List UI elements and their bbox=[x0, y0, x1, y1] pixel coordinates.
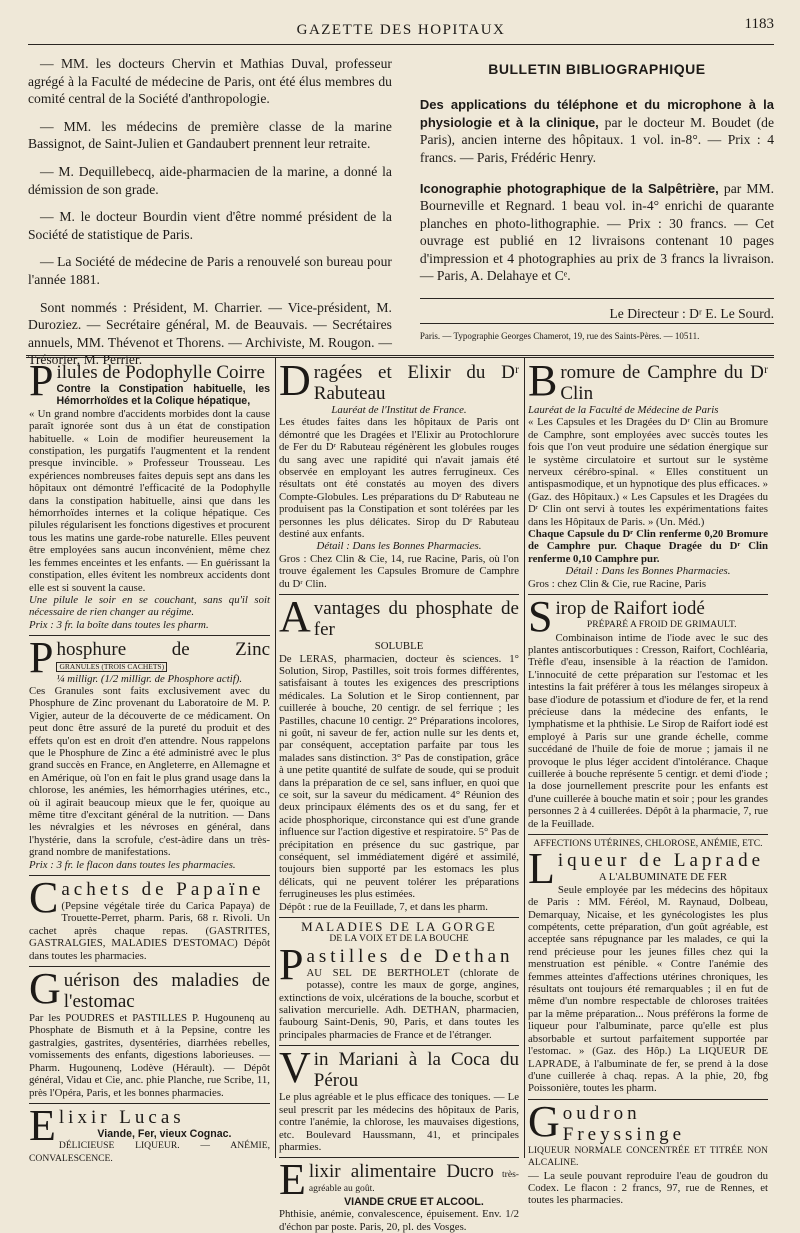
ad-body: Phthisie, anémie, convalescence, épuisement. Env. 1/2 d'échon par poste. Paris, 20, pl. des Vosges. bbox=[279, 1208, 519, 1233]
ad-price: Prix : 3 fr. la boîte dans toutes les pharm. bbox=[29, 618, 209, 631]
ad-body: De LERAS, pharmacien, docteur ès sciences. 1° Solution, Sirop, Pastilles, soit trois formes différentes, satisfaisant à toutes les exigences des prescriptions médicales. La Solution et le Sirop contiennent, par cuillerée à bouche, 20 centigr. de sel ferrique ; les Pastilles, chacune 10 centigr. 2° Préparations incolores, ni goût, ni saveur de fer, action nulle sur les dents et, par conséquent, acceptation parfaite par tous les malades sans distinction. 3° Pas de constipation, grâce à une petite quantité de sulfate de soude, qui se produit dans la préparation de ce sel, sans influer, en quoi que ce soit, sur la saveur du médicament. 4° Réunion des deux principaux éléments des os et du sang, fer et acide phosphorique, circonstance qui est d'une grande influence sur l'action digestive et respiratoire. 5° Pas de précipitation en présence du suc gastrique, par conséquent, sel immédiatement digéré et assimilé, toujours bien supporté par les estomacs les plus délicats, qui ne peuvent tolérer les préparations ferrugineuses les plus estimées. bbox=[279, 652, 519, 901]
ad-subtitle: Contre la Constipation habituelle, les Hémorrhoïdes et la Colique hépatique, bbox=[56, 383, 270, 408]
drop-cap: P bbox=[29, 633, 54, 683]
ad-papaine bbox=[29, 873, 270, 962]
ad-subtitle: Lauréat de la Faculté de Médecine de Paris bbox=[528, 404, 719, 416]
news-item: — MM. les docteurs Chervin et Mathias Duval, professeur agrégé à la Faculté de médecine de Paris, ont été élus membres du comité central de la Société d'anthropologie. bbox=[28, 56, 392, 107]
ad-phosphate-fer bbox=[279, 592, 519, 913]
bulletin-entry bbox=[420, 96, 774, 166]
ad-body: — La seule pouvant reproduire l'eau de goudron du Codex. Le flacon : 2 francs, 97, rue de Rennes, et toutes les pharmacies. bbox=[528, 1169, 768, 1207]
drop-cap: A bbox=[279, 592, 311, 642]
ad-title: oudron Freyssinge bbox=[562, 1102, 686, 1145]
ad-detail: Détail : Dans les Bonnes Pharmacies. bbox=[316, 540, 482, 553]
director-name: Le Directeur : Dʳ E. Le Sourd. bbox=[609, 306, 774, 322]
ad-depot: Dépôt : rue de la Feuillade, 7, et dans les pharm. bbox=[279, 900, 488, 913]
news-item: Sont nommés : Président, M. Charrier. — Vice-président, M. Duroziez. — Secrétaire général, M. de Beauvais. — Secrétaires annuels, MM. Thévenot et Thorens. — Archiviste, M. Rougon. — Trésorier, M. Perrier. bbox=[28, 299, 392, 368]
ad-dose: ¼ milligr. (1/2 milligr. de Phosphore actif). bbox=[56, 672, 243, 685]
ad-chaque: Chaque Capsule du Dʳ Clin renferme 0,20 Bromure de Camphre pur. Chaque Dragée du Dʳ Clin renferme 0,10 Camphre pur. bbox=[528, 528, 768, 565]
entry-text: par le docteur M. Boudet (de Paris), ancien interne des hôpitaux. 1 vol. in-8°. — Prix : 4 francs. — Paris, Frédéric Henry. bbox=[419, 114, 774, 165]
drop-cap: D bbox=[279, 356, 311, 405]
ad-title: irop de Raifort iodé bbox=[555, 598, 705, 620]
drop-cap: B bbox=[528, 356, 558, 405]
ad-title: lixir alimentaire Ducro bbox=[308, 1161, 494, 1183]
ad-title: ilules de Podophylle Coirre bbox=[56, 362, 265, 383]
news-item: — La Société de médecine de Paris a renouvelé son bureau pour l'année 1881. bbox=[28, 254, 392, 287]
running-header bbox=[28, 16, 774, 45]
ad-title: iqueur de Laprade bbox=[557, 850, 765, 872]
divider bbox=[528, 594, 768, 595]
ad-zinc bbox=[29, 633, 270, 871]
ad-title: in Mariani à la Coca du Pérou bbox=[313, 1049, 519, 1092]
ad-title: hosphure de Zinc bbox=[56, 639, 270, 661]
ad-podophylle bbox=[29, 356, 270, 631]
divider bbox=[279, 1157, 519, 1158]
ad-subtitle: Lauréat de l'Institut de France. bbox=[331, 404, 467, 416]
ad-heading: AFFECTIONS UTÉRINES, CHLOROSE, ANÉMIE, ETC. bbox=[533, 838, 763, 849]
ad-detail: Détail : Dans les Bonnes Pharmacies. bbox=[565, 565, 731, 578]
divider bbox=[528, 1099, 768, 1100]
news-item: — MM. les médecins de première classe de la marine Bassignot, de Saint-Julien et Gandaubert prennent leur retraite. bbox=[28, 118, 392, 152]
ad-title: romure de Camphre du Dʳ Clin bbox=[560, 362, 768, 404]
entry-text: par MM. Bourneville et Regnard. 1 beau vol. in-4° enrichi de quarante planches en photo-lithographie. — Prix : 30 francs. — Cet ouvrage est publié en 12 livraisons contenant 10 pages d'impression et 4 photographies au prix de 3 francs la livraison. — Paris, A. Delahaye et Cᵉ. bbox=[419, 181, 774, 284]
ad-body: (Pepsine végétale tirée du Carica Papaya) de Trouette-Perret, pharm. Paris, 68 r. Rivoli. Un cachet après chaque repas. (GASTRITES, GASTRALGIES, MALADIES D'ESTOMAC) Dépôt dans toutes les pharmacies. bbox=[29, 900, 270, 962]
ad-body: Seule employée par les médecins des hôpitaux de Paris : MM. Féréol, M. Raynaud, Dolbeau, Demarquay, Nicaise, et les gynécologistes les plus compétents, cette préparation, d'un goût agréable, est acceptée sans répugnance par les malades, ce qui la rend précieuse pour les jeunes filles chez qui la menstruation est pénible. « Contre l'anémie des femmes atteintes d'affections utérines chroniques, les résultats ont toujours été remarquables ; il en fut de même d'un nombre respectable de chloroses traitées par la même préparation... Nous préférons la forme de liqueur pour l'albuminate, parce qu'elle est plus absorbable et surtout parfaitement supportée par l'estomac. » (Gaz. des Hôp.) La LIQUEUR DE LAPRADE, à l'albuminate de fer, se prend à la dose d'une cuillerée à chaq. repas. A la phie, 20, fbg Poissonière, toutes les pharm. bbox=[528, 883, 768, 1095]
journal-title: GAZETTE DES HOPITAUX bbox=[296, 22, 506, 38]
page-number: 1183 bbox=[744, 16, 774, 32]
divider bbox=[29, 1103, 270, 1104]
ad-body: « Un grand nombre d'accidents morbides dont la cause paraît ignorée sont dus à un état de constipation habituelle. « Loin de modifier heureusement la constipation, les purgatifs l'augmentent et la rendent presque invincible. » Professeur Trousseau. Les expériences nombreuses faites depuis sept ans dans les hôpitaux ont démontré l'efficacité de la Podophylle dans la constipation habituelle, ainsi que dans les hémorrhoïdes internes et la colique hépatique. Ces pilules régularisent les fonctions digestives et procurent tous les matins une garde-robe naturelle. Elles peuvent être employées sans aucun inconvénient, même chez les femmes enceintes et les enfants. — En guérissant la constipation, elles évitent les nombreux accidents dont elle est si souvent la cause. bbox=[29, 407, 270, 594]
bulletin-entry bbox=[420, 180, 774, 284]
ad-column-middle bbox=[275, 356, 524, 1233]
ad-raifort bbox=[528, 592, 768, 830]
entry-title: Iconographie photographique de la Salpêtrière, bbox=[419, 181, 719, 197]
ad-body: DÉLICIEUSE LIQUEUR. — ANÉMIE, CONVALESCENCE. bbox=[29, 1140, 270, 1164]
ad-gros: Gros : chez Clin & Cie, rue Racine, Paris bbox=[528, 577, 707, 590]
drop-cap: E bbox=[29, 1100, 56, 1150]
printer-line: Paris. — Typographie Georges Chamerot, 19, rue des Saints-Pères. — 10511. bbox=[419, 331, 700, 342]
advertisements bbox=[26, 355, 774, 1233]
ad-estomac bbox=[29, 964, 270, 1099]
ad-title: astilles de Dethan bbox=[306, 945, 514, 967]
divider bbox=[528, 834, 768, 835]
section-heading: MALADIES DE LA GORGE bbox=[301, 919, 497, 935]
ad-mariani bbox=[279, 1043, 519, 1153]
ad-column-left bbox=[26, 356, 275, 1164]
divider bbox=[29, 635, 270, 636]
ad-title: ragées et Elixir du Dʳ Rabuteau bbox=[313, 362, 519, 404]
divider bbox=[279, 917, 519, 918]
drop-cap: V bbox=[279, 1043, 311, 1093]
drop-cap: L bbox=[528, 844, 555, 894]
ad-title: vantages du phosphate de fer bbox=[313, 598, 519, 641]
ad-side-note: très-agréable au goût. bbox=[308, 1169, 519, 1195]
ad-subtitle: SOLUBLE bbox=[374, 640, 424, 653]
ad-subtitle: A L'ALBUMINATE DE FER bbox=[598, 871, 728, 884]
entry-title: Des applications du téléphone et du microphone à la physiologie et à la clinique, bbox=[419, 97, 774, 130]
ad-subtitle: Viande, Fer, vieux Cognac. bbox=[97, 1127, 232, 1140]
ad-body: Le plus agréable et le plus efficace des toniques. — Le seul prescrit par les médecins des hôpitaux de Paris, contre l'anémie, la chlorose, les mauvaises digestions, etc. Boulevard Haussmann, 41, et principales pharmies. bbox=[279, 1091, 519, 1153]
ad-note: Une pilule le soir en se couchant, sans qu'il soit nécessaire de rien changer au régime. bbox=[29, 593, 270, 619]
ad-body: Par les POUDRES et PASTILLES P. Hugounenq au Phosphate de Bismuth et à la Pepsine, contre les gastralgies, gastrites, dysentéries, diarrhées rebelles, vomissements des enfants, digestions laborieuses. — Pharm. Hugounenq, Lodève (Hérault). — Dépôt général, Vidau et Cie, anc. phie Planche, rue Scribe, 11, près l'Opéra, Paris, et les bonnes pharmacies. bbox=[29, 1012, 270, 1099]
drop-cap: S bbox=[528, 592, 553, 642]
bulletin-bibliographique bbox=[420, 55, 774, 379]
ad-column-right bbox=[524, 356, 773, 1207]
divider bbox=[279, 594, 519, 595]
drop-cap: G bbox=[528, 1096, 560, 1146]
divider bbox=[29, 875, 270, 876]
ad-subtitle: VIANDE CRUE ET ALCOOL. bbox=[344, 1195, 484, 1208]
ad-gros: Gros : Chez Clin & Cie, 14, rue Racine, Paris, où l'on trouve également les Capsules Bromure de Camphre du Dʳ Clin. bbox=[279, 552, 519, 590]
ad-price: Prix : 3 fr. le flacon dans toutes les pharmacies. bbox=[29, 858, 236, 871]
ad-rabuteau bbox=[279, 356, 519, 590]
news-item: — M. Dequillebecq, aide-pharmacien de la marine, a donné la démission de son grade. bbox=[28, 163, 392, 197]
ad-laprade bbox=[528, 838, 768, 1095]
drop-cap: C bbox=[29, 873, 59, 923]
ad-title: achets de Papaïne bbox=[61, 879, 265, 901]
divider bbox=[279, 1045, 519, 1046]
ad-clin bbox=[528, 356, 768, 590]
divider bbox=[29, 966, 270, 967]
ad-body: AU SEL DE BERTHOLET (chlorate de potasse), contre les maux de gorge, angines, extinctions de voix, ulcérations de la bouche, scorbut et salivation mercurielle. Adh. DETHAN, pharmacien, faubourg Saint-Denis, 90, Paris, et dans toutes les principales pharmacies de France et de l'étranger. bbox=[279, 966, 519, 1041]
ad-body: « Les Capsules et les Dragées du Dʳ Clin au Bromure de Camphre, sont employées avec succès toutes les fois que l'on veut produire une sédation énergique sur le système circulatoire et surtout sur le système nerveux cérébro-spinal. « Elles constituent un antispasmodique, et un hypnotique des plus efficaces. » (Gaz. des Hôpitaux.) « Les Capsules et les Dragées du Dʳ Clin ont servi à toutes les expérimentations faites dans les Hôpitaux de Paris. » (Un. Méd.) bbox=[528, 416, 768, 528]
ad-ducro bbox=[279, 1155, 519, 1233]
ad-body: Ces Granules sont faits exclusivement avec du Phosphure de Zinc provenant du Laboratoire de M. P. Vigier, auteur de la découverte de ce médicament. On peut donc être assuré de la pureté du produit et des effets qu'on est en droit d'en attendre. Nous rappelons que le Phosphure de Zinc a été administré avec le plus grand succès en France, en Angleterre, en Allemagne et en Amérique, où l'on en fait le plus grand usage dans la chlorose, les anémies, les hémorrhagies utérines, etc., où il agirait beaucoup mieux que le fer, quoique au même titre d'excitant général de la nutrition. — Dans les névralgies et les névroses en général, dans l'hystérie, dans la scrofule, c'est-àdire dans un très-grand nombre de manifestations. bbox=[29, 684, 270, 859]
ad-goudron bbox=[528, 1096, 768, 1207]
ad-body: Combinaison intime de l'iode avec le suc des plantes antiscorbutiques : Cresson, Raifort, Cochléaria, Trèfle d'eau, insensible à la réaction de l'amidon. L'innocuité de cette préparation sur l'estomac et les intestins la fait préférer à tous les mélanges siropeux à base d'iodure de potassium et d'iodure de fer, et la rend précieuse dans la médecine des enfants, le lymphatisme et la phthisie. Le Sirop de Raifort iodé est employé à Paris sur une grande échelle, comme succédané de l'huile de foie de morue ; jamais il ne provoque le plus léger accident d'intolérance. Chaque cuillerée à bouche représente 5 centigr. et demi d'iode ; la dose journellement prescrite pour les enfants est d'une cuillerée à bouche matin et soir ; pour les grandes personnes 2 à 4 cuillerées. Dépôt à la pharmacie, 7, rue de la Feuillade. bbox=[528, 631, 768, 830]
ad-title: lixir Lucas bbox=[58, 1106, 185, 1128]
ad-box-label: GRANULES (TROIS CACHETS) bbox=[56, 662, 167, 672]
ad-title: uérison des maladies de l'estomac bbox=[63, 970, 270, 1013]
drop-cap: P bbox=[279, 939, 304, 989]
news-item: — M. le docteur Bourdin vient d'être nommé président de la Société de statistique de Paris. bbox=[28, 209, 392, 242]
ad-subtitle: PRÉPARÉ A FROID DE GRIMAULT. bbox=[586, 619, 737, 631]
ad-subtitle: LIQUEUR NORMALE CONCENTRÉE ET TITRÉE NON ALCALINE. bbox=[528, 1144, 768, 1169]
upper-section bbox=[28, 55, 774, 379]
bulletin-title: BULLETIN BIBLIOGRAPHIQUE bbox=[488, 61, 706, 77]
section-subheading: DE LA VOIX ET DE LA BOUCHE bbox=[329, 933, 469, 945]
drop-cap: P bbox=[29, 356, 54, 405]
news-column bbox=[28, 55, 392, 379]
drop-cap: G bbox=[29, 964, 61, 1014]
ad-lucas bbox=[29, 1100, 270, 1165]
ad-body: Les études faites dans les hôpitaux de Paris ont démontré que les Dragées et l'Elixir au Protochlorure de Fer du Dʳ Rabuteau régénèrent les globules rouges du sang avec une rapidité qui n'avait jamais été observée en employant les autres ferrugineux. Ces résultats ont été constatés au moyen des divers Compte-Globules. Les préparations du Dʳ Rabuteau ne produisent pas la Constipation et sont tolérées par les personnes les plus délicates. Sirop du Dʳ Rabuteau destiné aux enfants. bbox=[279, 416, 519, 541]
drop-cap: E bbox=[279, 1155, 306, 1205]
director-signature bbox=[420, 298, 774, 324]
